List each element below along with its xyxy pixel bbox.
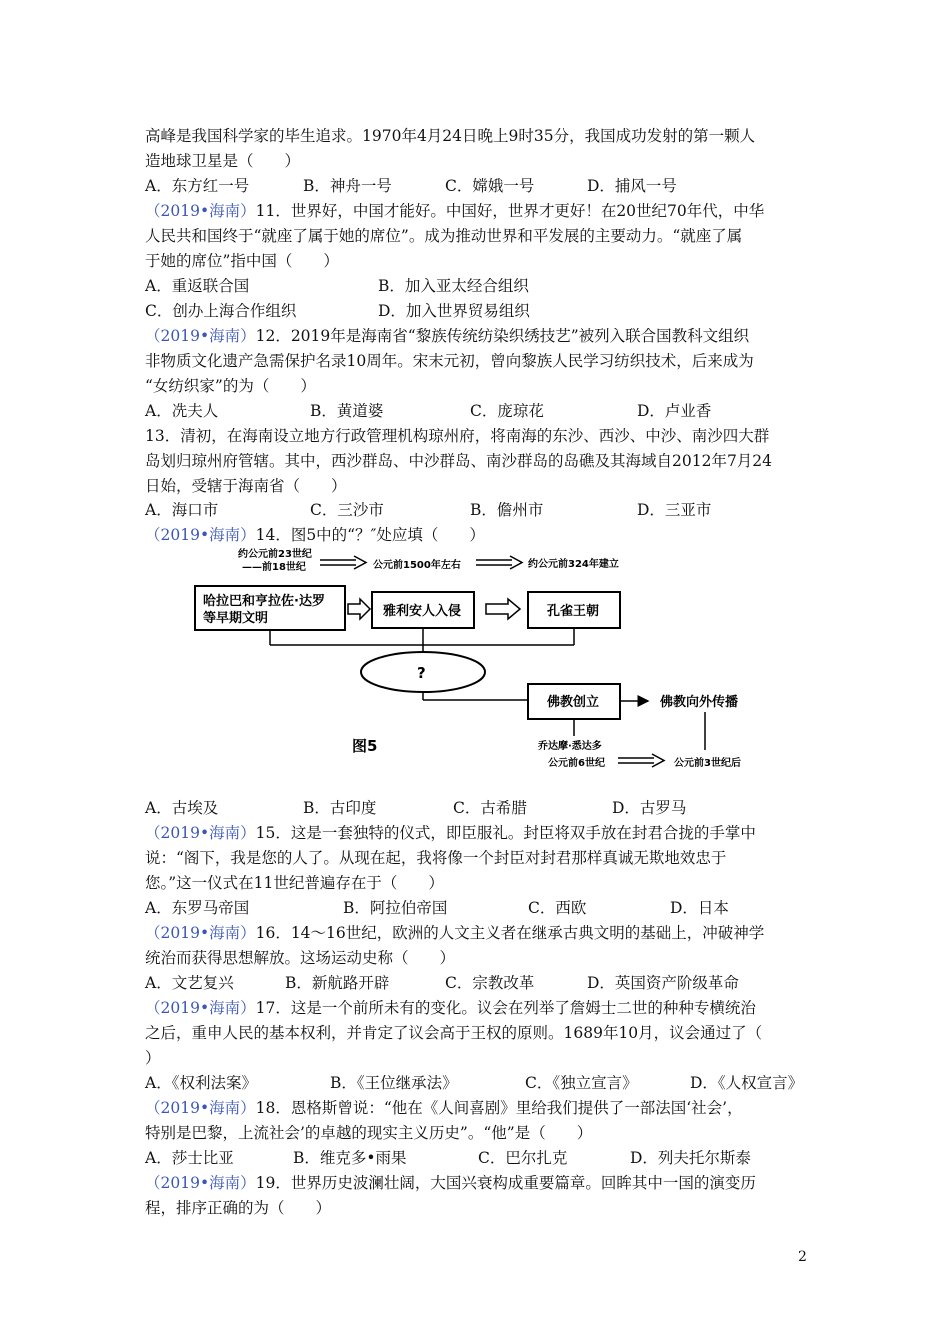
q17-first-line bbox=[145, 997, 756, 1019]
q17-text-line: 之后，重申人民的基本权利，并肯定了议会高于王权的原则。1689年10月，议会通过了（ bbox=[145, 1024, 763, 1042]
q12-option-a[interactable]: A．冼夫人 bbox=[145, 402, 219, 420]
q11-option-d[interactable]: D．加入世界贸易组织 bbox=[378, 302, 530, 320]
q14-option-d[interactable]: D．古罗马 bbox=[612, 799, 687, 817]
box-maurya-label: 孔雀王朝 bbox=[547, 604, 600, 619]
q15-option-c[interactable]: C．西欧 bbox=[528, 899, 587, 917]
q18-text-line: 特别是巴黎，上流社会’的卓越的现实主义历史”。“他”是（ ） bbox=[145, 1124, 593, 1142]
box-buddhism-label: 佛教创立 bbox=[547, 695, 600, 710]
q10-text-line: 高峰是我国科学家的毕生追求。1970年4月24日晚上9时35分，我国成功发射的第一颗人 bbox=[145, 127, 756, 145]
q13-option-a[interactable]: A．海口市 bbox=[145, 501, 219, 519]
source-tag: （2019•海南） bbox=[145, 526, 256, 544]
q17-option-b[interactable]: B．《王位继承法》 bbox=[330, 1074, 458, 1092]
q11-option-a[interactable]: A．重返联合国 bbox=[145, 277, 250, 295]
q17-text-line: ） bbox=[145, 1049, 161, 1067]
label-6th-century-bc: 公元前6世纪 bbox=[548, 758, 605, 769]
q15-option-a[interactable]: A．东罗马帝国 bbox=[145, 899, 250, 917]
q14-option-a[interactable]: A．古埃及 bbox=[145, 799, 219, 817]
q16-stem: 16．14～16世纪，欧洲的人文主义者在继承古典文明的基础上，冲破神学 bbox=[255, 924, 765, 942]
q17-option-c[interactable]: C．《独立宣言》 bbox=[525, 1074, 638, 1092]
q15-first-line bbox=[145, 822, 756, 844]
label-spread: 佛教向外传播 bbox=[660, 695, 739, 710]
q13-option-d[interactable]: D．三亚市 bbox=[637, 501, 712, 519]
box-aryan-label: 雅利安人入侵 bbox=[383, 604, 462, 619]
q10-text-line: 造地球卫星是（ ） bbox=[145, 152, 301, 170]
q15-option-b[interactable]: B．阿拉伯帝国 bbox=[343, 899, 448, 917]
q13-text-line: 13．清初，在海南设立地方行政管理机构琼州府，将南海的东沙、西沙、中沙、南沙四大群 bbox=[145, 427, 770, 445]
q14-stem: 14．图5中的“？″处应填（ ） bbox=[255, 526, 485, 544]
q19-first-line bbox=[145, 1172, 756, 1194]
q18-option-b[interactable]: B．维克多•雨果 bbox=[293, 1149, 407, 1167]
q16-option-d[interactable]: D．英国资产阶级革命 bbox=[587, 974, 739, 992]
q18-stem: 18．恩格斯曾说：“他在《人间喜剧》里给我们提供了一部法国‘社会’， bbox=[255, 1099, 743, 1117]
label-date-1b: ——前18世纪 bbox=[242, 562, 306, 573]
q18-first-line bbox=[145, 1097, 743, 1119]
label-date-1a: 约公元前23世纪 bbox=[238, 549, 312, 560]
q17-option-d[interactable]: D．《人权宣言》 bbox=[690, 1074, 804, 1092]
figure-5-diagram bbox=[190, 544, 741, 774]
ellipse-question-mark: ? bbox=[417, 664, 426, 682]
label-date-3: 约公元前324年建立 bbox=[528, 559, 619, 570]
page-number: 2 bbox=[798, 1249, 807, 1265]
q11-text-line: 于她的席位”指中国（ ） bbox=[145, 252, 339, 270]
q13-text-line: 岛划归琼州府管辖。其中，西沙群岛、中沙群岛、南沙群岛的岛礁及其海域自2012年7月24 bbox=[145, 452, 773, 470]
source-tag: （2019•海南） bbox=[145, 924, 256, 942]
q12-option-c[interactable]: C．庞琼花 bbox=[470, 402, 544, 420]
q12-first-line bbox=[145, 325, 749, 347]
q12-text-line: 非物质文化遗产急需保护名录10周年。宋末元初，曾向黎族人民学习纺织技术，后来成为 bbox=[145, 352, 754, 370]
q15-stem: 15．这是一套独特的仪式，即臣服礼。封臣将双手放在封君合拢的手掌中 bbox=[255, 824, 756, 842]
q12-stem: 12．2019年是海南省“黎族传统纺染织绣技艺”被列入联合国教科文组织 bbox=[255, 327, 750, 345]
source-tag: （2019•海南） bbox=[145, 999, 256, 1017]
q12-text-line: “女纺织家”的为（ ） bbox=[145, 377, 316, 395]
q10-option-c[interactable]: C．嫦娥一号 bbox=[445, 177, 535, 195]
q15-option-d[interactable]: D．日本 bbox=[670, 899, 729, 917]
double-arrow-icon bbox=[320, 556, 366, 569]
source-tag: （2019•海南） bbox=[145, 327, 256, 345]
q18-option-a[interactable]: A．莎士比亚 bbox=[145, 1149, 234, 1167]
source-tag: （2019•海南） bbox=[145, 1099, 256, 1117]
source-tag: （2019•海南） bbox=[145, 1174, 256, 1192]
q18-option-d[interactable]: D．列夫托尔斯泰 bbox=[630, 1149, 751, 1167]
q11-option-c[interactable]: C．创办上海合作组织 bbox=[145, 302, 297, 320]
q11-stem: 11．世界好，中国才能好。中国好，世界才更好！在20世纪70年代，中华 bbox=[255, 202, 765, 220]
label-3rd-century-bc: 公元前3世纪后 bbox=[674, 758, 741, 769]
q16-text-line: 统治而获得思想解放。这场运动史称（ ） bbox=[145, 949, 456, 967]
source-tag: （2019•海南） bbox=[145, 202, 256, 220]
q12-option-b[interactable]: B．黄道婆 bbox=[310, 402, 384, 420]
q15-text-line: 说：“阁下，我是您的人了。从现在起，我将像一个封臣对封君那样真诚无欺地效忠于 bbox=[145, 849, 727, 867]
double-arrow-icon bbox=[618, 754, 664, 767]
figure-label: 图5 bbox=[352, 737, 378, 755]
box-early-civ-line2: 等早期文明 bbox=[203, 611, 269, 626]
double-arrow-icon bbox=[476, 556, 522, 569]
q18-option-c[interactable]: C．巴尔扎克 bbox=[478, 1149, 568, 1167]
q14-option-b[interactable]: B．古印度 bbox=[303, 799, 377, 817]
q11-option-b[interactable]: B．加入亚太经合组织 bbox=[378, 277, 529, 295]
hollow-arrow-icon bbox=[486, 599, 520, 619]
q16-first-line bbox=[145, 922, 764, 944]
q13-option-b[interactable]: B．儋州市 bbox=[470, 501, 544, 519]
q17-option-a[interactable]: A．《权利法案》 bbox=[145, 1074, 257, 1092]
q19-stem: 19．世界历史波澜壮阔，大国兴衰构成重要篇章。回眸其中一国的演变历 bbox=[255, 1174, 756, 1192]
q11-text-line: 人民共和国终于“就座了属于她的席位”。成为推动世界和平发展的主要动力。“就座了属 bbox=[145, 227, 743, 245]
q11-first-line bbox=[145, 200, 764, 222]
label-date-2: 公元前1500年左右 bbox=[373, 560, 461, 571]
q13-option-c[interactable]: C．三沙市 bbox=[310, 501, 384, 519]
q10-option-a[interactable]: A．东方红一号 bbox=[145, 177, 250, 195]
box-early-civ-line1: 哈拉巴和亨拉佐·达罗 bbox=[203, 594, 325, 609]
q16-option-a[interactable]: A．文艺复兴 bbox=[145, 974, 234, 992]
q10-option-d[interactable]: D．捕风一号 bbox=[587, 177, 677, 195]
q17-stem: 17．这是一个前所未有的变化。议会在列举了詹姆士二世的种种专横统治 bbox=[255, 999, 756, 1017]
q16-option-b[interactable]: B．新航路开辟 bbox=[285, 974, 390, 992]
hollow-arrow-icon bbox=[348, 599, 370, 619]
q10-option-b[interactable]: B．神舟一号 bbox=[303, 177, 392, 195]
q14-first-line bbox=[145, 524, 485, 546]
q12-option-d[interactable]: D．卢业香 bbox=[637, 402, 712, 420]
source-tag: （2019•海南） bbox=[145, 824, 256, 842]
q13-text-line: 日始，受辖于海南省（ ） bbox=[145, 477, 347, 495]
q15-text-line: 您。”这一仪式在11世纪普遍存在于（ ） bbox=[145, 874, 444, 892]
q16-option-c[interactable]: C．宗教改革 bbox=[445, 974, 535, 992]
q14-option-c[interactable]: C．古希腊 bbox=[453, 799, 527, 817]
label-siddhartha: 乔达摩·悉达多 bbox=[538, 741, 602, 752]
q19-text-line: 程，排序正确的为（ ） bbox=[145, 1199, 332, 1217]
